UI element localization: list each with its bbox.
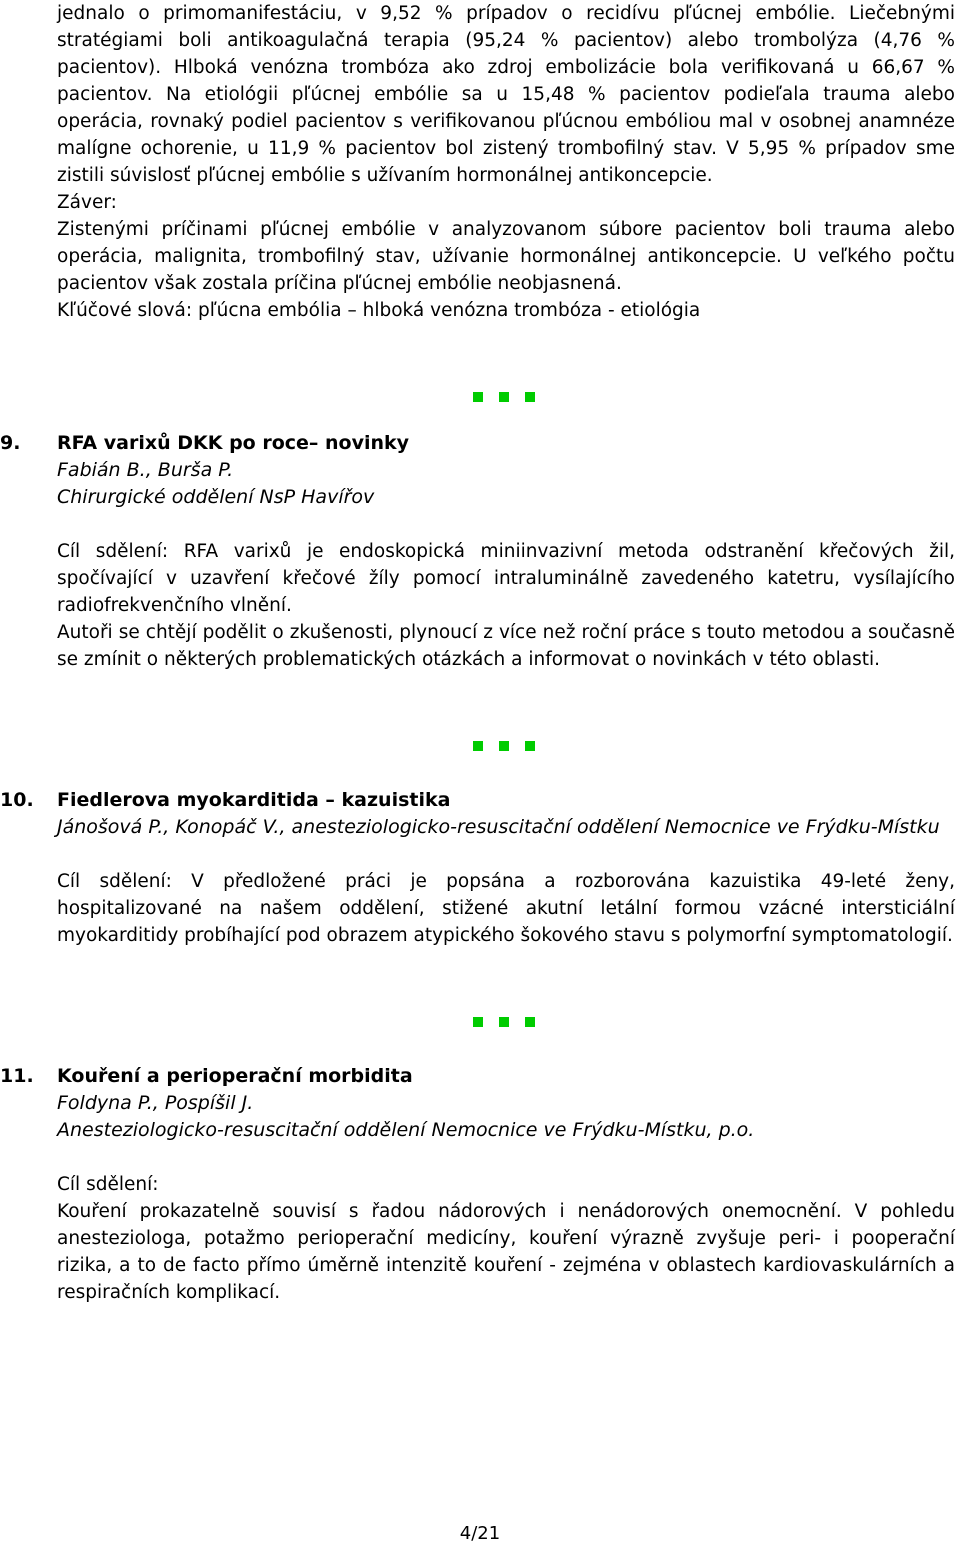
section-9 — [0, 430, 955, 673]
section-number: 10. — [0, 789, 34, 811]
section-paragraph: Kouření prokazatelně souvisí s řadou nádorových i nenádorových onemocnění. V pohledu anesteziologa, potažmo perioperační medicíny, kouření výrazně zvyšuje peri- i pooperační rizika, a to de facto přímo úměrně intenzitě kouření - zejména v oblastech kardiovaskulárních a respiračních komplikací. — [57, 1201, 955, 1303]
divider-square-icon — [499, 1017, 509, 1027]
section-divider — [57, 1003, 955, 1043]
section-authors: Jánošová P., Konopáč V., anesteziologicko-resuscitační oddělení Nemocnice ve Frýdku-Místku — [57, 816, 940, 838]
page-number: 4/21 — [459, 1523, 501, 1544]
section-authors: Fabián B., Burša P. — [57, 459, 234, 481]
section-divider — [57, 727, 955, 767]
section-number: 9. — [0, 432, 21, 454]
divider-square-icon — [499, 392, 509, 402]
divider-square-icon — [473, 392, 483, 402]
section-paragraph: Autoři se chtějí podělit o zkušenosti, plynoucí z více než roční práce s touto metodou a současně se zmínit o některých problematických otázkách a informovat o novinkách v této oblasti. — [57, 622, 955, 670]
section-authors: Foldyna P., Pospíšil J. — [57, 1092, 254, 1114]
section-title: RFA varixů DKK po roce– novinky — [57, 432, 410, 454]
section-title: Kouření a perioperační morbidita — [57, 1065, 413, 1087]
divider-square-icon — [525, 392, 535, 402]
divider-square-icon — [473, 741, 483, 751]
section-number: 11. — [0, 1065, 34, 1087]
section-11 — [0, 1063, 955, 1306]
intro-continuation: jednalo o primomanifestáciu, v 9,52 % prípadov o recidívu pľúcnej embólie. Liečebnými stratégiami boli antikoagulačná terapia (95,24 % pacientov) alebo trombolýza (4,76 % pacientov). Hlboká venózna trombóza ako zdroj embolizácie bola verifikovaná u 66,67 % pacientov. Na etiológii pľúcnej embólie sa u 15,48 % pacientov podieľala trauma alebo operácia, rovnaký podiel pacientov s verifikovanou pľúcnou embóliou mal v osobnej anamnéze malígne ochorenie, u 11,9 % pacientov bol zistený trombofilný stav. V 5,95 % prípadov sme zistili súvislosť pľúcnej embólie s užívaním hormonálnej antikoncepcie. — [57, 3, 955, 186]
section-title: Fiedlerova myokarditida – kazuistika — [57, 789, 451, 811]
divider-square-icon — [525, 1017, 535, 1027]
intro-block — [57, 0, 955, 324]
divider-square-icon — [499, 741, 509, 751]
section-10 — [0, 787, 955, 949]
section-paragraph: Cíl sdělení: V předložené práci je popsána a rozborována kazuistika 49-leté ženy, hospitalizované na našem oddělení, stižené akutní letální formou vzácné intersticiální myokarditidy probíhající pod obrazem atypického šokového stavu s polymorfní symptomatologií. — [57, 871, 955, 946]
section-affiliation: Chirurgické oddělení NsP Havířov — [57, 486, 375, 508]
divider-square-icon — [525, 741, 535, 751]
section-divider — [57, 378, 955, 418]
conclusion-text: Zistenými príčinami pľúcnej embólie v analyzovanom súbore pacientov boli trauma alebo operácia, malignita, trombofilný stav, užívanie hormonálnej antikoncepcie. U veľkého počtu pacientov však zostala príčina pľúcnej embólie neobjasnená. — [57, 219, 955, 294]
divider-square-icon — [473, 1017, 483, 1027]
conclusion-label: Záver: — [57, 192, 117, 213]
section-label: Cíl sdělení: — [57, 1174, 159, 1195]
section-paragraph: Cíl sdělení: RFA varixů je endoskopická miniinvazivní metoda odstranění křečových žil, spočívající v uzavření křečové žíly pomocí intraluminálně zavedeného katetru, vysílajícího radiofrekvenčního vlnění. — [57, 541, 955, 616]
section-affiliation: Anesteziologicko-resuscitační oddělení Nemocnice ve Frýdku-Místku, p.o. — [57, 1119, 755, 1141]
keywords: Kľúčové slová: pľúcna embólia – hlboká venózna trombóza - etiológia — [57, 300, 701, 321]
